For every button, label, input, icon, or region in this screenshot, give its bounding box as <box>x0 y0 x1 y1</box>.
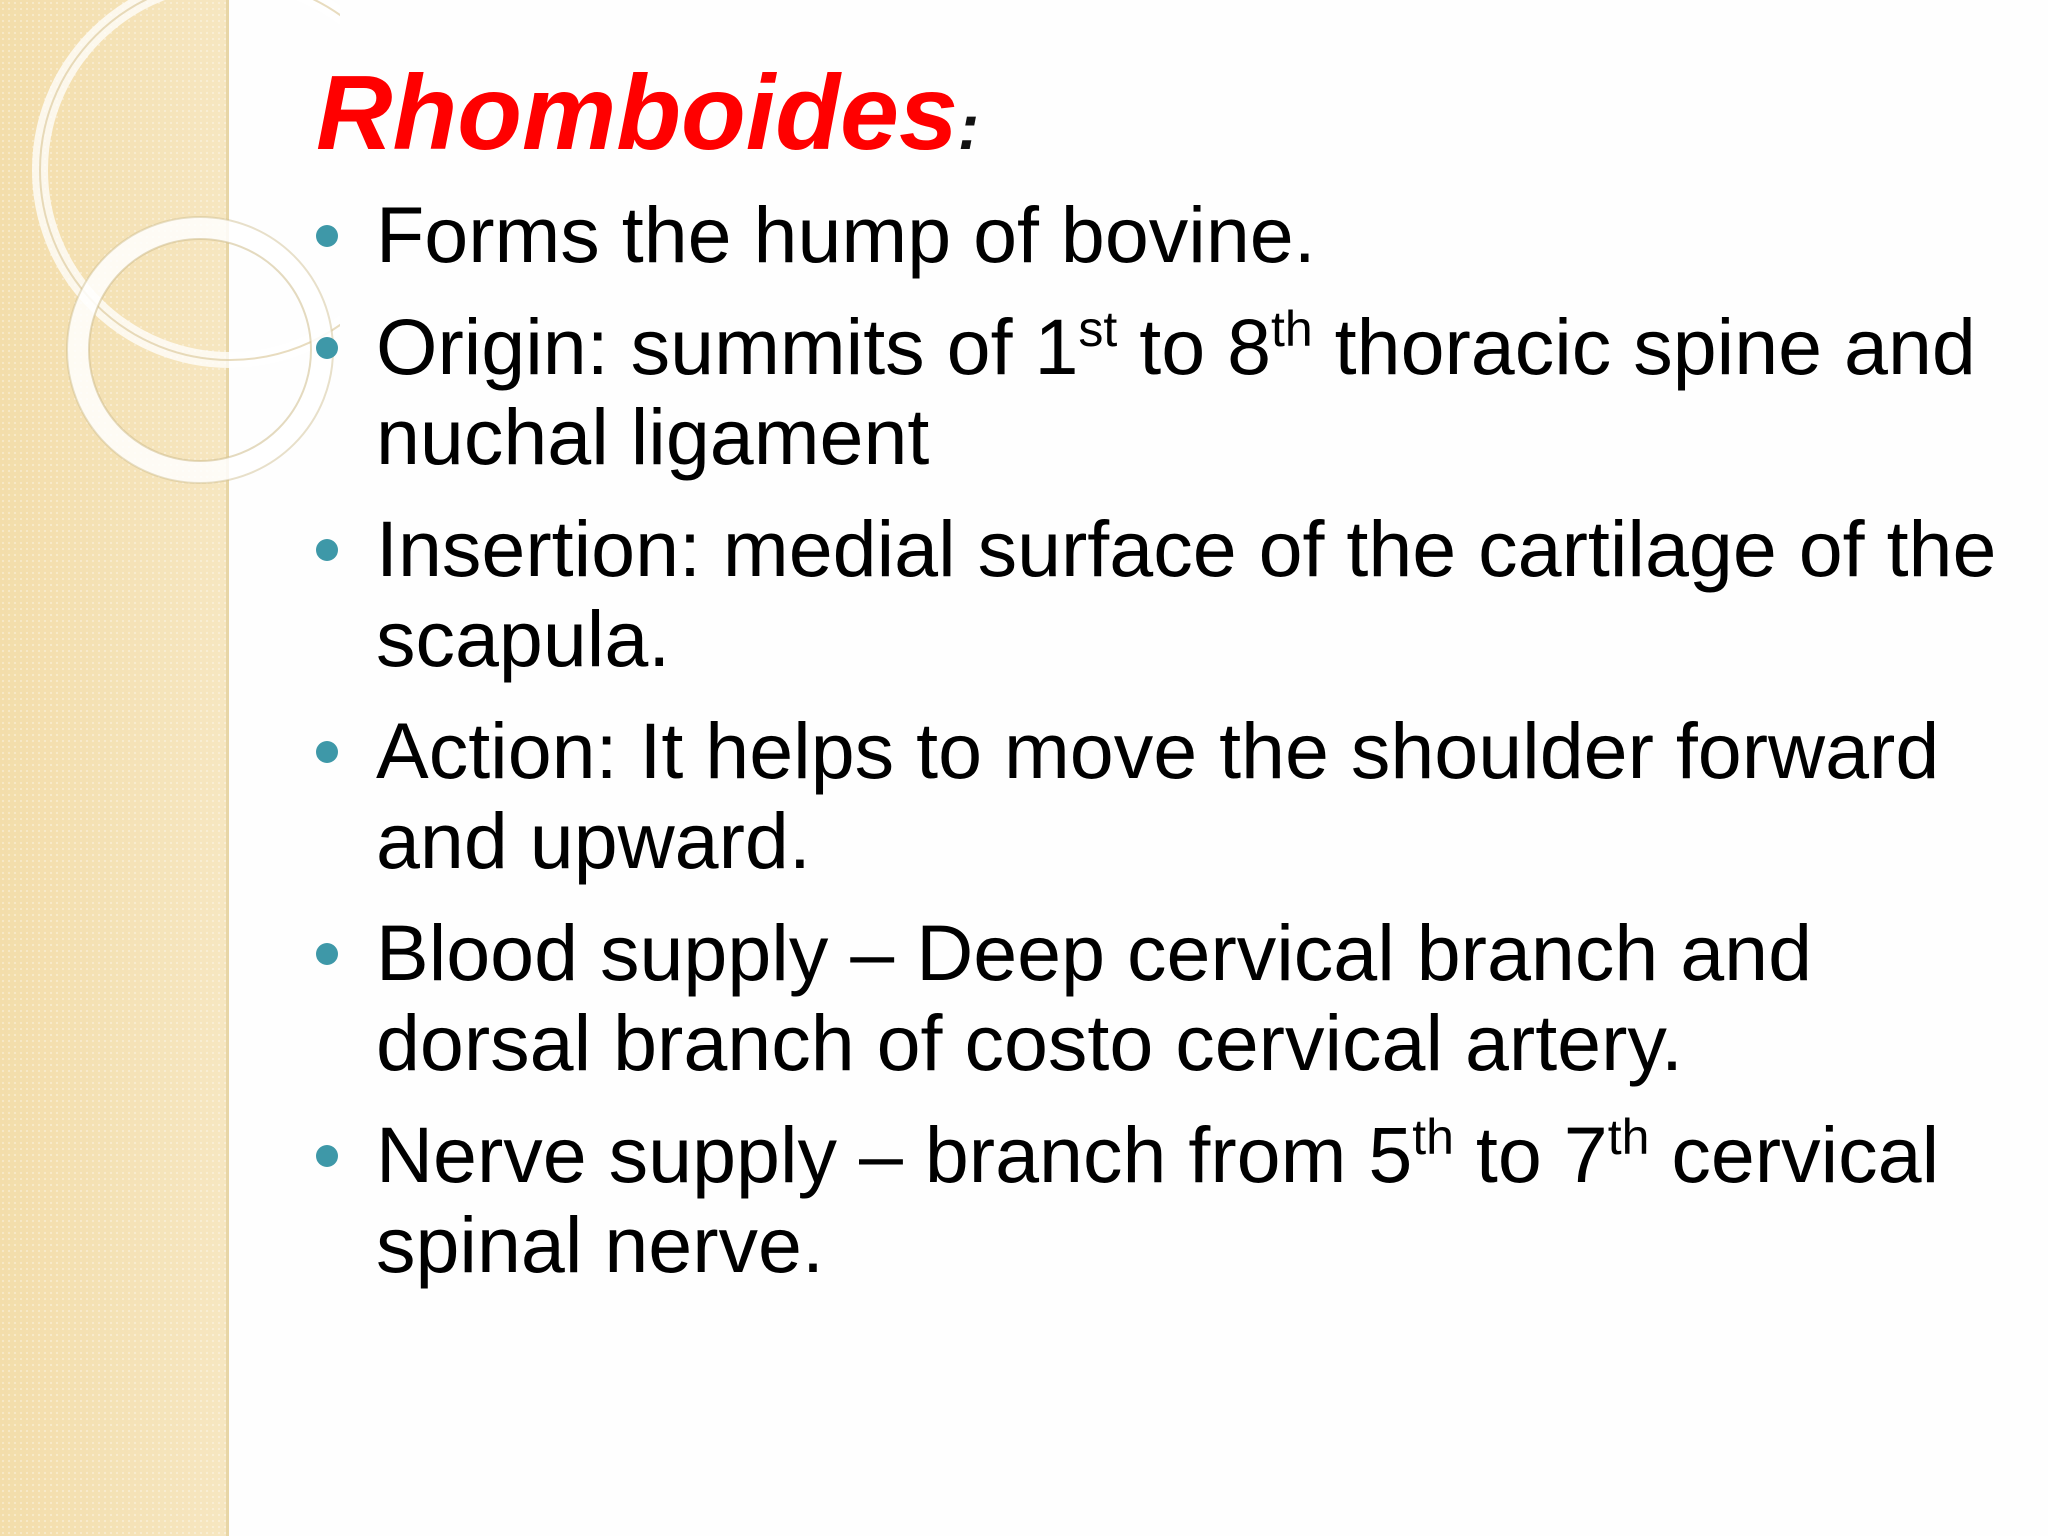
bullet-text: Forms the hump of bovine. <box>376 190 1316 279</box>
bullet-text-part: Origin: summits of 1 <box>376 302 1079 391</box>
bullet-item-hump <box>316 190 2016 280</box>
slide-title <box>316 50 979 177</box>
bullet-text-part: Nerve supply – branch from 5 <box>376 1110 1413 1199</box>
bullet-item-nerve-supply <box>316 1110 2016 1290</box>
bullet-text: Action: It helps to move the shoulder forward and upward. <box>376 706 1940 885</box>
bullet-text: Blood supply – Deep cervical branch and dorsal branch of costo cervical artery. <box>376 908 1813 1087</box>
superscript: th <box>1271 301 1313 357</box>
title-text: Rhomboides <box>316 54 958 172</box>
bullet-list <box>316 190 2016 1312</box>
superscript: th <box>1607 1109 1650 1165</box>
bullet-item-blood-supply <box>316 908 2016 1088</box>
bullet-dot-icon <box>316 539 338 561</box>
superscript: th <box>1412 1109 1454 1165</box>
bullet-dot-icon <box>316 225 338 247</box>
bullet-dot-icon <box>316 1145 338 1167</box>
bullet-text-part: to 8 <box>1117 302 1272 391</box>
decorative-rings <box>0 0 340 520</box>
bullet-dot-icon <box>316 337 338 359</box>
superscript: st <box>1078 301 1118 357</box>
bullet-item-action <box>316 706 2016 886</box>
bullet-dot-icon <box>316 943 338 965</box>
bullet-dot-icon <box>316 741 338 763</box>
bullet-text: Insertion: medial surface of the cartilage of the scapula. <box>376 504 1997 683</box>
title-colon: : <box>957 91 980 163</box>
bullet-text-part: thoracic spine and nuchal ligament <box>376 302 1976 481</box>
bullet-item-insertion <box>316 504 2016 684</box>
bullet-text-part: to 7 <box>1453 1110 1608 1199</box>
bullet-text-part: cervical spinal nerve. <box>376 1110 1940 1289</box>
bullet-item-origin <box>316 302 2016 482</box>
